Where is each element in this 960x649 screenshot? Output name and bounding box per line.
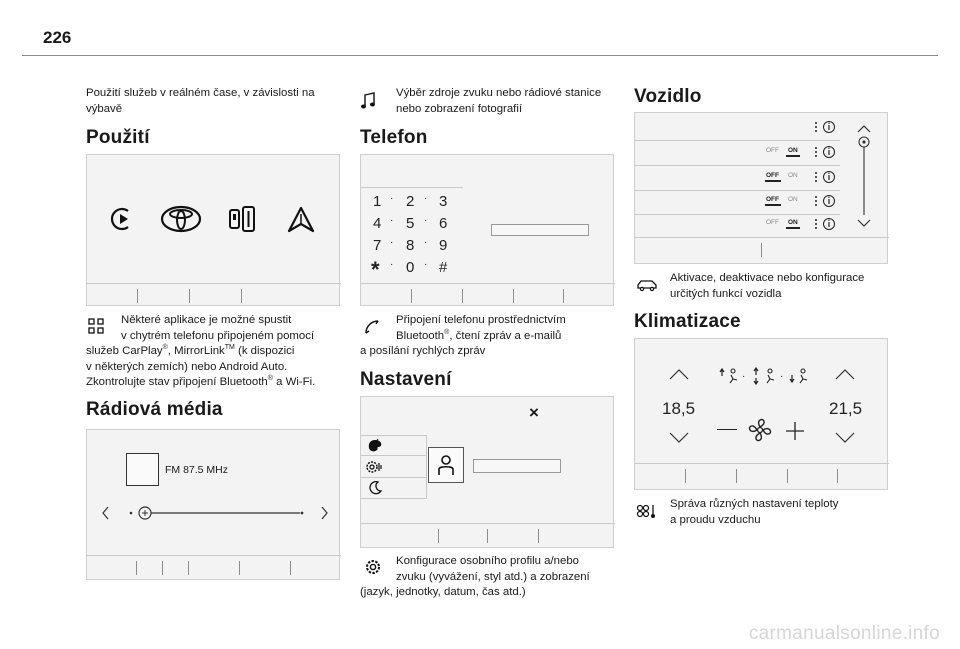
intro-text: Použití služeb v reálném čase, v závislosti na výbavě (86, 87, 315, 115)
toggle-3-indicator[interactable] (765, 204, 781, 206)
toggle-4-indicator[interactable] (786, 227, 800, 229)
key-2[interactable]: 2 (406, 193, 415, 210)
radio-heading: Rádiová média (86, 399, 223, 420)
temp-left-up-icon[interactable] (667, 365, 691, 383)
fan-increase-icon[interactable] (785, 421, 805, 441)
vehicle-desc-line-2: určitých funkcí vozidla (670, 287, 782, 300)
settings-desc-line-1: Konfigurace osobního profilu a/nebo (396, 555, 580, 567)
row-1-menu-info-icon[interactable] (813, 145, 837, 159)
temp-right-down-icon[interactable] (833, 429, 857, 447)
key-3[interactable]: 3 (439, 193, 448, 210)
settings-screen (360, 396, 614, 548)
phone-heading: Telefon (360, 127, 428, 148)
apps-grid-icon (88, 318, 104, 334)
android-auto-icon (286, 205, 316, 235)
climate-icon (636, 503, 658, 519)
phone-desc-line-3: a posílání rychlých zpráv (360, 345, 486, 358)
usage-desc-line-1: Některé aplikace je možné spustit (121, 314, 292, 326)
toggle-2-off-label: OFF (766, 172, 779, 179)
radio-artwork (126, 453, 159, 486)
key-7[interactable]: 7 (373, 237, 382, 254)
temp-left-down-icon[interactable] (667, 429, 691, 447)
settings-gear-icon (364, 558, 382, 576)
close-icon[interactable]: × (529, 403, 539, 422)
source-desc-line-2: nebo zobrazení fotografií (396, 102, 523, 115)
usage-desc-line-5: Zkontrolujte stav připojení Bluetooth® a Wi-Fi. (86, 375, 316, 389)
airflow-face-icon[interactable] (718, 367, 740, 385)
settings-heading: Nastavení (360, 369, 452, 390)
toggle-3-off-label: OFF (766, 196, 779, 203)
climate-desc-line-1: Správa různých nastavení teploty (670, 498, 839, 510)
toyota-logo-icon (160, 205, 202, 233)
usage-desc-line-2: v chytrém telefonu připojeném pomocí (121, 329, 315, 342)
settings-desc-line-2: zvuku (vyvážení, styl atd.) a zobrazení (396, 570, 590, 583)
fan-icon (745, 415, 775, 445)
phone-desc-line-1: Připojení telefonu prostřednictvím (396, 314, 566, 326)
toggle-1-indicator[interactable] (786, 155, 800, 157)
airflow-sep-2: · (780, 371, 784, 382)
temp-left-value: 18,5 (662, 399, 696, 418)
gear-sound-icon[interactable] (365, 459, 385, 475)
airflow-sep-1: · (742, 371, 746, 382)
key-0[interactable]: 0 (406, 259, 415, 276)
key-5[interactable]: 5 (406, 215, 415, 232)
mirrorlink-icon (227, 205, 257, 233)
source-desc-line-1: Výběr zdroje zvuku nebo rádiové stanice (396, 87, 602, 99)
radio-screen (86, 429, 340, 580)
carplay-icon (111, 207, 135, 231)
vehicle-screen (634, 112, 888, 264)
usage-desc-line-4: v některých zemích) nebo Android Auto. (86, 360, 288, 373)
fan-decrease-icon[interactable] (717, 429, 737, 430)
usage-screen (86, 154, 340, 306)
airflow-feet-icon[interactable] (788, 367, 810, 385)
watermark: carmanualsonline.info (748, 623, 940, 644)
phone-number-field[interactable] (491, 224, 589, 236)
moon-icon[interactable] (367, 480, 383, 496)
row-0-menu-info-icon[interactable] (813, 120, 837, 134)
toggle-4-on-label: ON (788, 219, 798, 226)
climate-heading: Klimatizace (634, 311, 741, 332)
usage-heading: Použití (86, 127, 150, 148)
row-2-menu-info-icon[interactable] (813, 170, 837, 184)
vehicle-desc-line-1: Aktivace, deaktivace nebo konfigurace (670, 272, 865, 284)
page-number: 226 (43, 28, 72, 47)
key-8[interactable]: 8 (406, 237, 415, 254)
radio-seek-bar[interactable] (97, 502, 333, 524)
key-9[interactable]: 9 (439, 237, 448, 254)
toggle-3-on-label: ON (788, 196, 798, 203)
key-1[interactable]: 1 (373, 193, 382, 210)
user-profile-icon (437, 454, 455, 476)
key-star[interactable]: * (371, 257, 380, 282)
key-4[interactable]: 4 (373, 215, 382, 232)
row-3-menu-info-icon[interactable] (813, 194, 837, 208)
toggle-1-off-label: OFF (766, 147, 779, 154)
key-hash[interactable]: # (439, 259, 448, 276)
climate-desc-line-2: a proudu vzduchu (670, 513, 761, 526)
temp-right-up-icon[interactable] (833, 365, 857, 383)
profile-card[interactable] (428, 447, 464, 483)
airflow-face-feet-icon[interactable] (752, 367, 778, 385)
radio-station-label: FM 87.5 MHz (165, 464, 229, 476)
phone-handset-icon (364, 319, 380, 335)
phone-screen: 1 · 2 · 3 4 · 5 · 6 7 · 8 · 9 * · 0 · # (360, 154, 614, 306)
climate-screen (634, 338, 888, 490)
toggle-4-off-label: OFF (766, 219, 779, 226)
palette-icon[interactable] (367, 438, 383, 454)
header-rule (22, 55, 938, 56)
key-6[interactable]: 6 (439, 215, 448, 232)
car-icon (636, 278, 658, 292)
vehicle-scrollbar[interactable] (853, 121, 875, 233)
settings-desc-line-3: (jazyk, jednotky, datum, čas atd.) (360, 586, 526, 599)
temp-right-value: 21,5 (829, 399, 863, 418)
profile-name-field[interactable] (473, 459, 561, 473)
toggle-2-indicator[interactable] (765, 180, 781, 182)
toggle-1-on-label: ON (788, 147, 798, 154)
phone-desc-line-2: Bluetooth®, čtení zpráv a e-mailů (396, 328, 562, 342)
music-note-icon (360, 92, 376, 110)
usage-desc-line-3: služeb CarPlay®, MirrorLink™ (k dispozici (86, 344, 295, 358)
vehicle-heading: Vozidlo (634, 86, 702, 107)
toggle-2-on-label: ON (788, 172, 798, 179)
row-4-menu-info-icon[interactable] (813, 217, 837, 231)
